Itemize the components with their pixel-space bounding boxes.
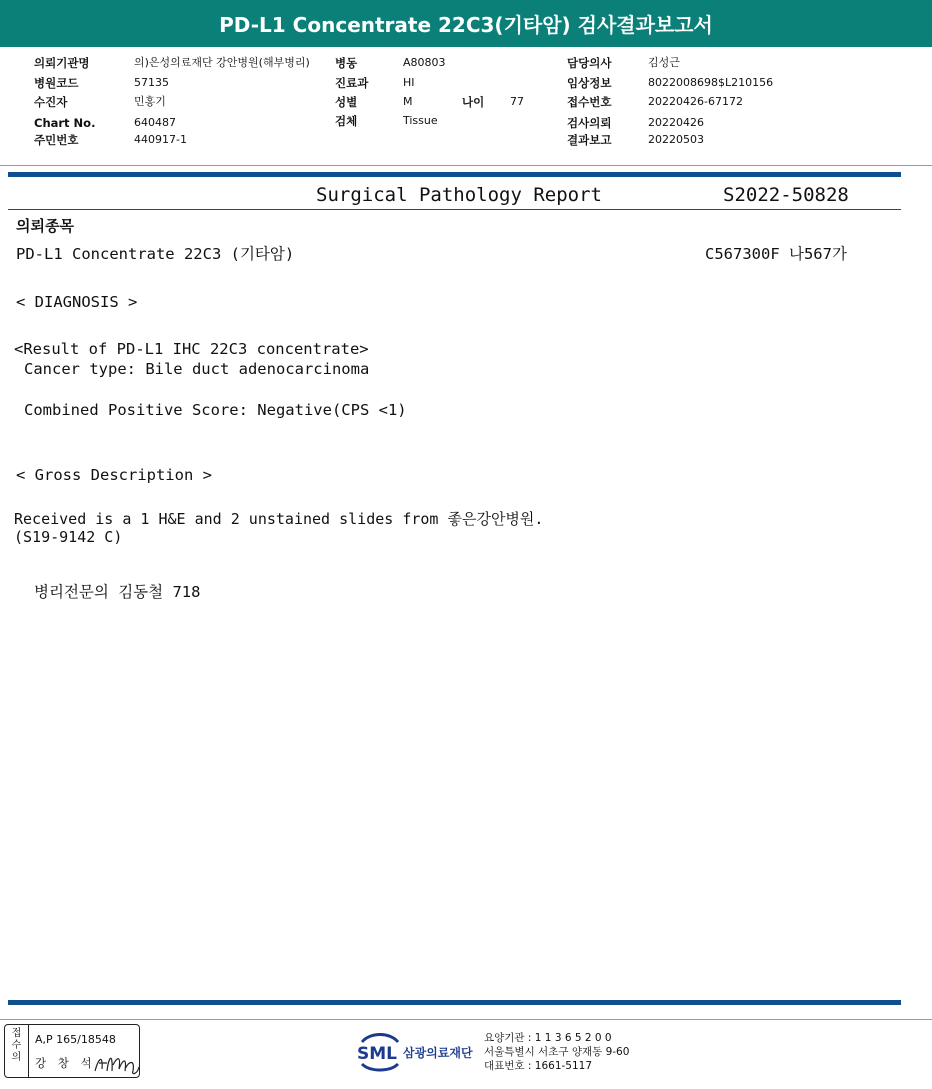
pathologist-signature: 병리전문의 김동철 718	[34, 583, 201, 601]
age-label: 나이	[462, 95, 485, 109]
organization-name: 삼광의료재단	[403, 1046, 473, 1060]
specimen-label: 검체	[335, 114, 358, 128]
department-label: 진료과	[335, 76, 369, 90]
org-info-line: 대표번호 : 1661-5117	[484, 1060, 593, 1072]
clinical-info-label: 임상정보	[567, 76, 612, 90]
report-type-title: Surgical Pathology Report	[316, 184, 602, 206]
header-divider	[0, 165, 932, 166]
stamp-side-label: 접 수 의	[5, 1025, 29, 1077]
resident-no-value: 440917-1	[134, 133, 187, 146]
sex-value: M	[403, 95, 413, 108]
doctor-label: 담당의사	[567, 56, 612, 70]
chart-no-label: Chart No.	[34, 116, 96, 130]
report-date-value: 20220503	[648, 133, 704, 146]
diagnosis-heading: < DIAGNOSIS >	[16, 293, 138, 311]
org-info-line: 요양기관 : 1 1 3 6 5 2 0 0	[484, 1032, 612, 1044]
department-value: HI	[403, 76, 415, 89]
clinical-info-value: 8022008698$L210156	[648, 76, 774, 89]
resident-no-label: 주민번호	[34, 133, 79, 147]
patient-name-label: 수진자	[34, 95, 68, 109]
institution-label: 의뢰기관명	[34, 56, 90, 70]
hospital-code-label: 병원코드	[34, 76, 79, 90]
stamp-name: 강 창 석	[35, 1056, 96, 1070]
approval-stamp	[4, 1024, 140, 1078]
age-value: 77	[510, 95, 524, 108]
patient-name-value: 민홍기	[134, 95, 166, 108]
gross-description-line1: Received is a 1 H&E and 2 unstained slides from 좋은강안병원.	[14, 510, 544, 528]
report-top-bar	[8, 172, 901, 177]
report-bottom-bar	[8, 1000, 901, 1005]
gross-description-line2: (S19-9142 C)	[14, 528, 123, 546]
sex-label: 성별	[335, 95, 358, 109]
specimen-value: Tissue	[403, 114, 438, 127]
report-title-underline	[8, 209, 901, 210]
cancer-type: Cancer type: Bile duct adenocarcinoma	[24, 360, 370, 378]
organization-info	[484, 1031, 629, 1073]
ward-value: A80803	[403, 56, 446, 69]
request-date-value: 20220426	[648, 116, 704, 129]
institution-value: 의)은성의료재단 강안병원(해부병리)	[134, 56, 310, 69]
report-date-label: 결과보고	[567, 133, 612, 147]
request-item: PD-L1 Concentrate 22C3 (기타암)	[16, 245, 295, 263]
result-heading: <Result of PD-L1 IHC 22C3 concentrate>	[14, 340, 369, 358]
receipt-no-label: 접수번호	[567, 95, 612, 109]
request-heading: 의뢰종목	[16, 217, 74, 235]
cps-score: Combined Positive Score: Negative(CPS <1)	[24, 401, 407, 419]
patient-info-block	[0, 47, 932, 165]
footer-divider	[0, 1019, 932, 1020]
org-info-line: 서울특별시 서초구 양재동 9-60	[484, 1046, 630, 1058]
report-title-bar	[0, 0, 932, 47]
svg-text:SML: SML	[357, 1044, 397, 1064]
ward-label: 병동	[335, 56, 358, 70]
request-date-label: 검사의뢰	[567, 116, 612, 130]
stamp-ap-number: A,P 165/18548	[35, 1033, 116, 1046]
report-main-title: PD-L1 Concentrate 22C3(기타암) 검사결과보고서	[219, 13, 713, 37]
report-number: S2022-50828	[723, 184, 849, 206]
request-code: C567300F 나567가	[705, 245, 847, 263]
chart-no-value: 640487	[134, 116, 176, 129]
handwritten-signature-icon	[93, 1049, 141, 1077]
hospital-code-value: 57135	[134, 76, 169, 89]
doctor-value: 김성근	[648, 56, 680, 69]
receipt-no-value: 20220426-67172	[648, 95, 743, 108]
gross-heading: < Gross Description >	[16, 466, 212, 484]
sml-logo-icon	[356, 1030, 402, 1072]
